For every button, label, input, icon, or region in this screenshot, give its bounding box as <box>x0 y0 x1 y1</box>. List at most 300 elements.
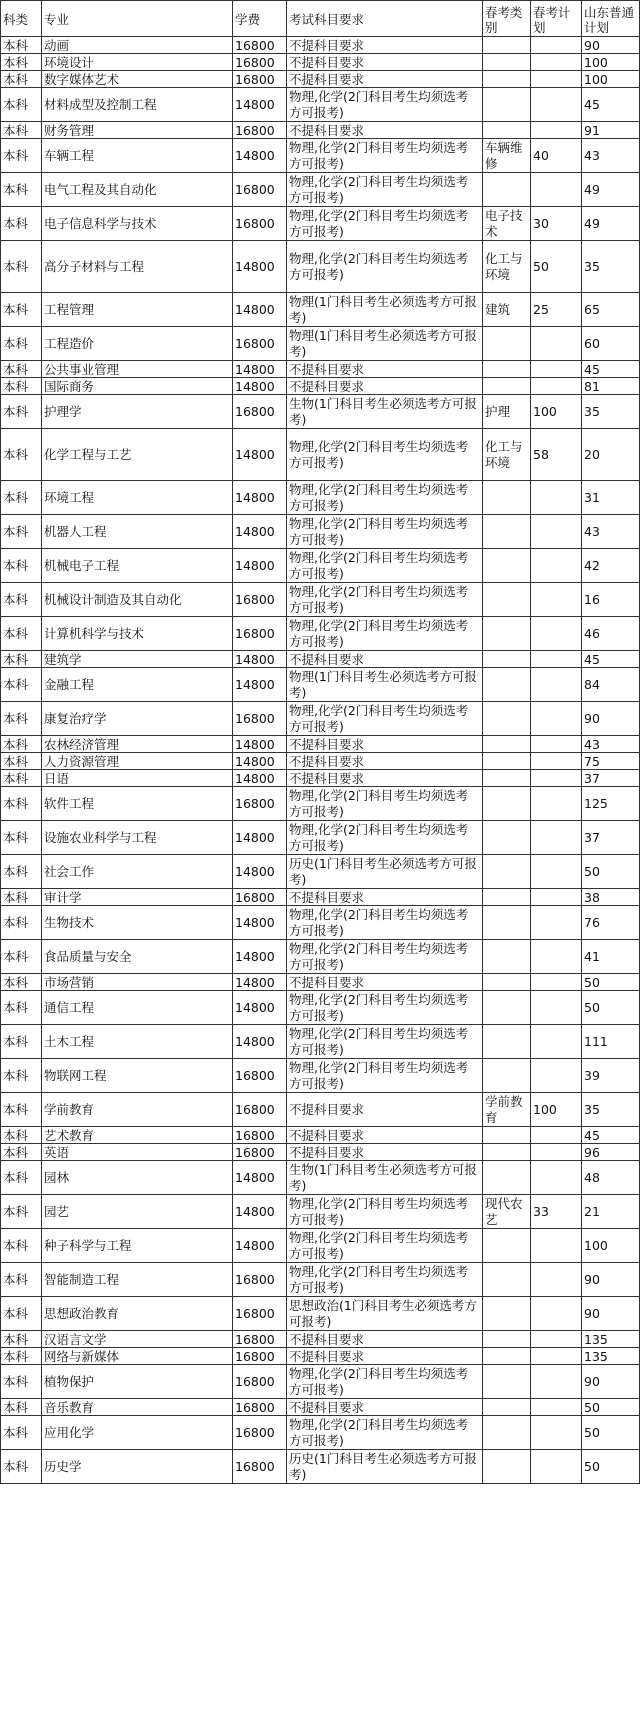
table-row <box>1 173 640 207</box>
shandong-plan-cell: 46 <box>582 617 640 651</box>
tuition-cell: 16800 <box>233 1399 287 1416</box>
tuition-cell: 16800 <box>233 1348 287 1365</box>
shandong-plan-cell: 41 <box>582 940 640 974</box>
category-cell: 本科 <box>1 1365 42 1399</box>
spring-plan-cell <box>531 1365 582 1399</box>
spring-plan-cell: 25 <box>531 293 582 327</box>
category-cell: 本科 <box>1 855 42 889</box>
major-cell: 财务管理 <box>42 122 233 139</box>
tuition-cell: 14800 <box>233 940 287 974</box>
requirement-cell: 生物(1门科目考生必须选考方可报考) <box>287 395 483 429</box>
tuition-cell: 14800 <box>233 736 287 753</box>
requirement-cell: 不提科目要求 <box>287 651 483 668</box>
shandong-plan-cell: 16 <box>582 583 640 617</box>
requirement-cell: 物理,化学(2门科目考生均须选考方可报考) <box>287 991 483 1025</box>
table-row <box>1 991 640 1025</box>
tuition-cell: 16800 <box>233 1059 287 1093</box>
requirement-cell: 历史(1门科目考生必须选考方可报考) <box>287 855 483 889</box>
spring-type-cell <box>483 821 531 855</box>
shandong-plan-cell: 135 <box>582 1331 640 1348</box>
shandong-plan-cell: 45 <box>582 88 640 122</box>
table-row <box>1 241 640 293</box>
tuition-cell: 14800 <box>233 1229 287 1263</box>
tuition-cell: 14800 <box>233 361 287 378</box>
tuition-cell: 14800 <box>233 139 287 173</box>
category-cell: 本科 <box>1 651 42 668</box>
spring-plan-cell <box>531 1331 582 1348</box>
shandong-plan-cell: 50 <box>582 991 640 1025</box>
tuition-cell: 16800 <box>233 1331 287 1348</box>
requirement-cell: 物理,化学(2门科目考生均须选考方可报考) <box>287 1195 483 1229</box>
category-cell: 本科 <box>1 1025 42 1059</box>
tuition-cell: 16800 <box>233 122 287 139</box>
spring-plan-cell <box>531 481 582 515</box>
header-spring-plan: 春考计划 <box>531 1 582 37</box>
table-row <box>1 1348 640 1365</box>
shandong-plan-cell: 45 <box>582 361 640 378</box>
major-cell: 环境设计 <box>42 54 233 71</box>
major-cell: 机械电子工程 <box>42 549 233 583</box>
requirement-cell: 物理,化学(2门科目考生均须选考方可报考) <box>287 1059 483 1093</box>
header-tuition: 学费 <box>233 1 287 37</box>
category-cell: 本科 <box>1 736 42 753</box>
spring-plan-cell <box>531 361 582 378</box>
table-row <box>1 1263 640 1297</box>
spring-type-cell <box>483 173 531 207</box>
spring-plan-cell <box>531 906 582 940</box>
tuition-cell: 14800 <box>233 1195 287 1229</box>
spring-plan-cell <box>531 1144 582 1161</box>
category-cell: 本科 <box>1 1093 42 1127</box>
shandong-plan-cell: 48 <box>582 1161 640 1195</box>
table-row <box>1 583 640 617</box>
spring-plan-cell <box>531 327 582 361</box>
requirement-cell: 不提科目要求 <box>287 1093 483 1127</box>
spring-plan-cell <box>531 1229 582 1263</box>
major-cell: 电气工程及其自动化 <box>42 173 233 207</box>
table-header-row <box>1 1 640 37</box>
category-cell: 本科 <box>1 974 42 991</box>
shandong-plan-cell: 35 <box>582 395 640 429</box>
category-cell: 本科 <box>1 1195 42 1229</box>
table-row <box>1 1331 640 1348</box>
category-cell: 本科 <box>1 1399 42 1416</box>
category-cell: 本科 <box>1 122 42 139</box>
spring-type-cell <box>483 1144 531 1161</box>
shandong-plan-cell: 20 <box>582 429 640 481</box>
tuition-cell: 14800 <box>233 88 287 122</box>
requirement-cell: 物理,化学(2门科目考生均须选考方可报考) <box>287 481 483 515</box>
requirement-cell: 不提科目要求 <box>287 974 483 991</box>
table-row <box>1 481 640 515</box>
tuition-cell: 16800 <box>233 1093 287 1127</box>
tuition-cell: 14800 <box>233 293 287 327</box>
requirement-cell: 物理,化学(2门科目考生均须选考方可报考) <box>287 583 483 617</box>
category-cell: 本科 <box>1 395 42 429</box>
major-cell: 园林 <box>42 1161 233 1195</box>
shandong-plan-cell: 60 <box>582 327 640 361</box>
major-cell: 市场营销 <box>42 974 233 991</box>
shandong-plan-cell: 43 <box>582 139 640 173</box>
shandong-plan-cell: 50 <box>582 974 640 991</box>
category-cell: 本科 <box>1 173 42 207</box>
spring-plan-cell <box>531 940 582 974</box>
spring-plan-cell <box>531 702 582 736</box>
major-cell: 国际商务 <box>42 378 233 395</box>
requirement-cell: 物理,化学(2门科目考生均须选考方可报考) <box>287 173 483 207</box>
category-cell: 本科 <box>1 821 42 855</box>
requirement-cell: 不提科目要求 <box>287 770 483 787</box>
category-cell: 本科 <box>1 88 42 122</box>
tuition-cell: 16800 <box>233 1450 287 1484</box>
spring-plan-cell <box>531 770 582 787</box>
shandong-plan-cell: 50 <box>582 1450 640 1484</box>
spring-plan-cell <box>531 821 582 855</box>
requirement-cell: 不提科目要求 <box>287 378 483 395</box>
tuition-cell: 16800 <box>233 617 287 651</box>
shandong-plan-cell: 38 <box>582 889 640 906</box>
spring-type-cell <box>483 37 531 54</box>
category-cell: 本科 <box>1 583 42 617</box>
tuition-cell: 14800 <box>233 1161 287 1195</box>
spring-plan-cell <box>531 88 582 122</box>
shandong-plan-cell: 31 <box>582 481 640 515</box>
tuition-cell: 16800 <box>233 702 287 736</box>
major-cell: 康复治疗学 <box>42 702 233 736</box>
spring-plan-cell <box>531 668 582 702</box>
header-shandong-plan: 山东普通计划 <box>582 1 640 37</box>
spring-type-cell <box>483 906 531 940</box>
major-cell: 护理学 <box>42 395 233 429</box>
table-row <box>1 139 640 173</box>
tuition-cell: 16800 <box>233 1365 287 1399</box>
tuition-cell: 14800 <box>233 651 287 668</box>
shandong-plan-cell: 111 <box>582 1025 640 1059</box>
category-cell: 本科 <box>1 770 42 787</box>
spring-type-cell <box>483 1331 531 1348</box>
category-cell: 本科 <box>1 1144 42 1161</box>
spring-plan-cell <box>531 1348 582 1365</box>
category-cell: 本科 <box>1 1161 42 1195</box>
requirement-cell: 不提科目要求 <box>287 889 483 906</box>
category-cell: 本科 <box>1 617 42 651</box>
requirement-cell: 物理,化学(2门科目考生均须选考方可报考) <box>287 617 483 651</box>
major-cell: 动画 <box>42 37 233 54</box>
shandong-plan-cell: 96 <box>582 1144 640 1161</box>
category-cell: 本科 <box>1 54 42 71</box>
shandong-plan-cell: 91 <box>582 122 640 139</box>
shandong-plan-cell: 39 <box>582 1059 640 1093</box>
shandong-plan-cell: 100 <box>582 1229 640 1263</box>
table-row <box>1 361 640 378</box>
requirement-cell: 物理,化学(2门科目考生均须选考方可报考) <box>287 1263 483 1297</box>
major-cell: 公共事业管理 <box>42 361 233 378</box>
major-cell: 通信工程 <box>42 991 233 1025</box>
spring-plan-cell: 100 <box>531 1093 582 1127</box>
category-cell: 本科 <box>1 361 42 378</box>
spring-type-cell <box>483 940 531 974</box>
spring-type-cell <box>483 1416 531 1450</box>
major-cell: 历史学 <box>42 1450 233 1484</box>
tuition-cell: 14800 <box>233 549 287 583</box>
major-cell: 计算机科学与技术 <box>42 617 233 651</box>
table-row <box>1 327 640 361</box>
table-row <box>1 515 640 549</box>
requirement-cell: 不提科目要求 <box>287 54 483 71</box>
major-cell: 数字媒体艺术 <box>42 71 233 88</box>
shandong-plan-cell: 35 <box>582 1093 640 1127</box>
spring-type-cell <box>483 787 531 821</box>
spring-plan-cell <box>531 651 582 668</box>
requirement-cell: 物理,化学(2门科目考生均须选考方可报考) <box>287 940 483 974</box>
spring-type-cell <box>483 1450 531 1484</box>
requirement-cell: 不提科目要求 <box>287 1331 483 1348</box>
spring-plan-cell <box>531 583 582 617</box>
table-row <box>1 821 640 855</box>
shandong-plan-cell: 49 <box>582 207 640 241</box>
shandong-plan-cell: 75 <box>582 753 640 770</box>
shandong-plan-cell: 100 <box>582 54 640 71</box>
category-cell: 本科 <box>1 327 42 361</box>
requirement-cell: 生物(1门科目考生必须选考方可报考) <box>287 1161 483 1195</box>
requirement-cell: 物理,化学(2门科目考生均须选考方可报考) <box>287 1229 483 1263</box>
category-cell: 本科 <box>1 293 42 327</box>
spring-type-cell <box>483 549 531 583</box>
shandong-plan-cell: 37 <box>582 821 640 855</box>
category-cell: 本科 <box>1 1297 42 1331</box>
shandong-plan-cell: 81 <box>582 378 640 395</box>
table-row <box>1 855 640 889</box>
spring-plan-cell <box>531 1059 582 1093</box>
major-cell: 音乐教育 <box>42 1399 233 1416</box>
spring-plan-cell <box>531 173 582 207</box>
requirement-cell: 物理,化学(2门科目考生均须选考方可报考) <box>287 88 483 122</box>
major-cell: 植物保护 <box>42 1365 233 1399</box>
shandong-plan-cell: 65 <box>582 293 640 327</box>
spring-plan-cell: 40 <box>531 139 582 173</box>
table-body <box>1 37 640 1484</box>
category-cell: 本科 <box>1 1229 42 1263</box>
spring-plan-cell <box>531 515 582 549</box>
tuition-cell: 16800 <box>233 1144 287 1161</box>
shandong-plan-cell: 35 <box>582 241 640 293</box>
shandong-plan-cell: 90 <box>582 37 640 54</box>
requirement-cell: 不提科目要求 <box>287 37 483 54</box>
major-cell: 园艺 <box>42 1195 233 1229</box>
table-row <box>1 378 640 395</box>
category-cell: 本科 <box>1 906 42 940</box>
spring-plan-cell <box>531 71 582 88</box>
requirement-cell: 不提科目要求 <box>287 122 483 139</box>
shandong-plan-cell: 50 <box>582 855 640 889</box>
shandong-plan-cell: 45 <box>582 1127 640 1144</box>
major-cell: 金融工程 <box>42 668 233 702</box>
spring-plan-cell: 58 <box>531 429 582 481</box>
major-cell: 艺术教育 <box>42 1127 233 1144</box>
spring-type-cell <box>483 770 531 787</box>
category-cell: 本科 <box>1 71 42 88</box>
spring-type-cell: 化工与环境 <box>483 241 531 293</box>
table-row <box>1 702 640 736</box>
table-row <box>1 429 640 481</box>
tuition-cell: 16800 <box>233 1127 287 1144</box>
spring-type-cell <box>483 361 531 378</box>
major-cell: 社会工作 <box>42 855 233 889</box>
shandong-plan-cell: 43 <box>582 736 640 753</box>
spring-type-cell <box>483 651 531 668</box>
spring-type-cell: 现代农艺 <box>483 1195 531 1229</box>
major-cell: 化学工程与工艺 <box>42 429 233 481</box>
table-row <box>1 651 640 668</box>
spring-plan-cell <box>531 1416 582 1450</box>
spring-type-cell <box>483 1059 531 1093</box>
spring-plan-cell: 33 <box>531 1195 582 1229</box>
spring-type-cell <box>483 736 531 753</box>
tuition-cell: 14800 <box>233 753 287 770</box>
table-row <box>1 753 640 770</box>
requirement-cell: 物理,化学(2门科目考生均须选考方可报考) <box>287 241 483 293</box>
category-cell: 本科 <box>1 1263 42 1297</box>
spring-plan-cell <box>531 617 582 651</box>
header-requirement: 考试科目要求 <box>287 1 483 37</box>
header-spring-type: 春考类别 <box>483 1 531 37</box>
major-cell: 工程造价 <box>42 327 233 361</box>
requirement-cell: 不提科目要求 <box>287 753 483 770</box>
spring-type-cell <box>483 1127 531 1144</box>
category-cell: 本科 <box>1 515 42 549</box>
tuition-cell: 16800 <box>233 54 287 71</box>
spring-plan-cell <box>531 37 582 54</box>
category-cell: 本科 <box>1 481 42 515</box>
spring-type-cell <box>483 327 531 361</box>
spring-type-cell: 电子技术 <box>483 207 531 241</box>
shandong-plan-cell: 37 <box>582 770 640 787</box>
spring-type-cell <box>483 122 531 139</box>
requirement-cell: 物理,化学(2门科目考生均须选考方可报考) <box>287 906 483 940</box>
spring-type-cell <box>483 1365 531 1399</box>
table-row <box>1 293 640 327</box>
tuition-cell: 14800 <box>233 378 287 395</box>
tuition-cell: 14800 <box>233 515 287 549</box>
table-row <box>1 889 640 906</box>
spring-type-cell <box>483 974 531 991</box>
spring-plan-cell <box>531 549 582 583</box>
table-row <box>1 1365 640 1399</box>
shandong-plan-cell: 45 <box>582 651 640 668</box>
spring-plan-cell <box>531 753 582 770</box>
requirement-cell: 物理(1门科目考生必须选考方可报考) <box>287 668 483 702</box>
requirement-cell: 物理,化学(2门科目考生均须选考方可报考) <box>287 702 483 736</box>
table-row <box>1 71 640 88</box>
spring-type-cell <box>483 753 531 770</box>
tuition-cell: 16800 <box>233 395 287 429</box>
major-cell: 思想政治教育 <box>42 1297 233 1331</box>
tuition-cell: 16800 <box>233 1297 287 1331</box>
table-row <box>1 122 640 139</box>
spring-type-cell <box>483 515 531 549</box>
table-row <box>1 617 640 651</box>
requirement-cell: 物理(1门科目考生必须选考方可报考) <box>287 293 483 327</box>
requirement-cell: 物理,化学(2门科目考生均须选考方可报考) <box>287 429 483 481</box>
header-major: 专业 <box>42 1 233 37</box>
major-cell: 人力资源管理 <box>42 753 233 770</box>
table-row <box>1 1059 640 1093</box>
spring-type-cell: 建筑 <box>483 293 531 327</box>
spring-plan-cell: 50 <box>531 241 582 293</box>
table-row <box>1 1144 640 1161</box>
table-row <box>1 1195 640 1229</box>
tuition-cell: 14800 <box>233 1025 287 1059</box>
major-cell: 高分子材料与工程 <box>42 241 233 293</box>
major-cell: 机器人工程 <box>42 515 233 549</box>
shandong-plan-cell: 90 <box>582 702 640 736</box>
requirement-cell: 物理,化学(2门科目考生均须选考方可报考) <box>287 787 483 821</box>
spring-plan-cell: 30 <box>531 207 582 241</box>
spring-plan-cell <box>531 378 582 395</box>
category-cell: 本科 <box>1 702 42 736</box>
table-row <box>1 549 640 583</box>
spring-type-cell <box>483 1025 531 1059</box>
shandong-plan-cell: 90 <box>582 1263 640 1297</box>
category-cell: 本科 <box>1 1059 42 1093</box>
requirement-cell: 不提科目要求 <box>287 1399 483 1416</box>
spring-plan-cell <box>531 855 582 889</box>
spring-type-cell <box>483 378 531 395</box>
tuition-cell: 14800 <box>233 855 287 889</box>
table-row <box>1 1127 640 1144</box>
major-cell: 种子科学与工程 <box>42 1229 233 1263</box>
major-cell: 机械设计制造及其自动化 <box>42 583 233 617</box>
shandong-plan-cell: 43 <box>582 515 640 549</box>
category-cell: 本科 <box>1 207 42 241</box>
major-cell: 食品质量与安全 <box>42 940 233 974</box>
tuition-cell: 16800 <box>233 207 287 241</box>
major-cell: 审计学 <box>42 889 233 906</box>
spring-type-cell <box>483 88 531 122</box>
requirement-cell: 不提科目要求 <box>287 1348 483 1365</box>
major-cell: 物联网工程 <box>42 1059 233 1093</box>
table-row <box>1 770 640 787</box>
shandong-plan-cell: 76 <box>582 906 640 940</box>
shandong-plan-cell: 135 <box>582 1348 640 1365</box>
major-cell: 软件工程 <box>42 787 233 821</box>
category-cell: 本科 <box>1 889 42 906</box>
spring-type-cell <box>483 1229 531 1263</box>
category-cell: 本科 <box>1 1331 42 1348</box>
tuition-cell: 14800 <box>233 770 287 787</box>
table-row <box>1 974 640 991</box>
requirement-cell: 物理,化学(2门科目考生均须选考方可报考) <box>287 1365 483 1399</box>
major-cell: 农林经济管理 <box>42 736 233 753</box>
spring-plan-cell <box>531 1450 582 1484</box>
major-cell: 车辆工程 <box>42 139 233 173</box>
spring-plan-cell <box>531 974 582 991</box>
spring-type-cell <box>483 1161 531 1195</box>
tuition-cell: 16800 <box>233 889 287 906</box>
table-row <box>1 1161 640 1195</box>
spring-plan-cell: 100 <box>531 395 582 429</box>
major-cell: 环境工程 <box>42 481 233 515</box>
spring-type-cell <box>483 617 531 651</box>
category-cell: 本科 <box>1 787 42 821</box>
spring-plan-cell <box>531 1263 582 1297</box>
table-row <box>1 54 640 71</box>
tuition-cell: 14800 <box>233 906 287 940</box>
category-cell: 本科 <box>1 549 42 583</box>
spring-plan-cell <box>531 1297 582 1331</box>
tuition-cell: 16800 <box>233 1416 287 1450</box>
tuition-cell: 14800 <box>233 991 287 1025</box>
